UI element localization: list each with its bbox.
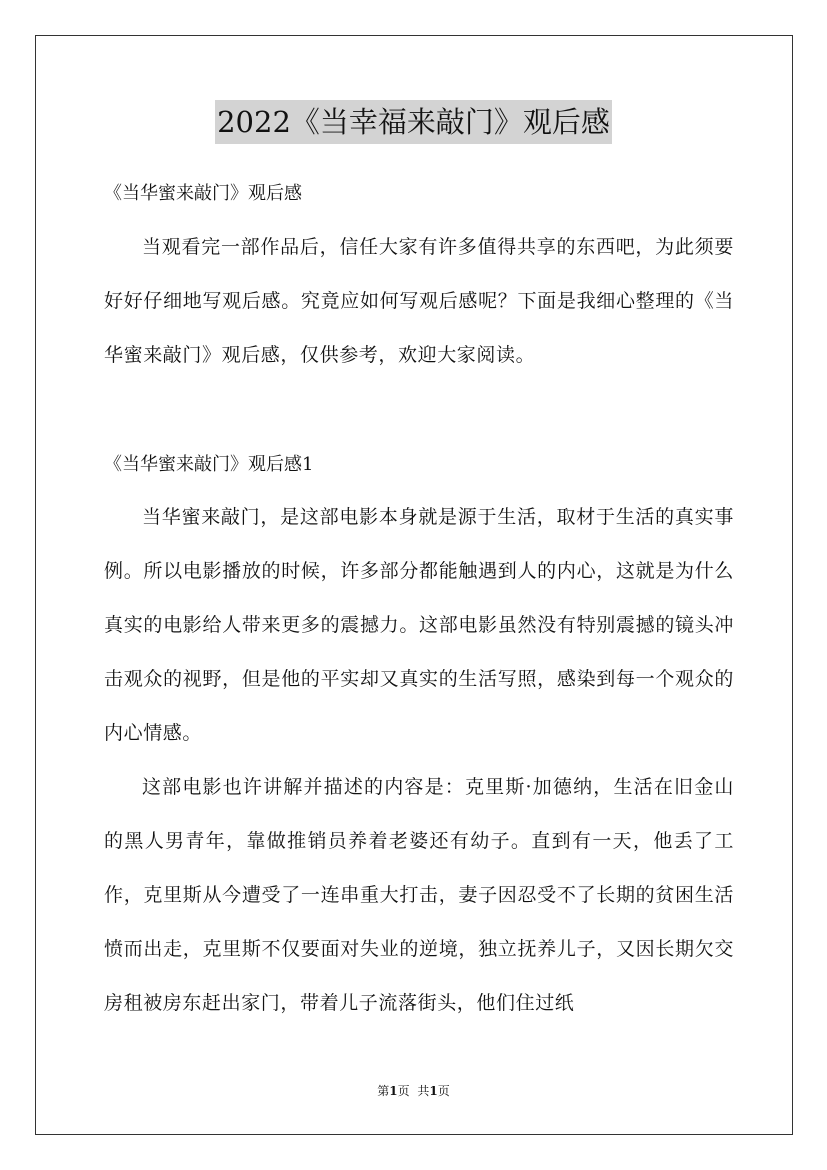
- footer-page-suffix: 页: [397, 1084, 410, 1098]
- footer-page-prefix: 第: [377, 1084, 390, 1098]
- footer-total-suffix: 页: [437, 1084, 450, 1098]
- document-title: 2022《当幸福来敲门》观后感: [215, 100, 612, 144]
- footer-page-number: 1: [389, 1084, 398, 1098]
- page-footer: [0, 1083, 827, 1099]
- body-paragraph-1: 当华蜜来敲门，是这部电影本身就是源于生活，取材于生活的真实事例。所以电影播放的时候，许多部分都能触遇到人的内心，这就是为什么真实的电影给人带来更多的震撼力。这部电影虽然没有特别震撼的镜头冲击观众的视野，但是他的平实却又真实的生活写照，感染到每一个观众的内心情感。: [104, 506, 734, 744]
- intro-heading: 《当华蜜来敲门》观后感: [104, 183, 302, 204]
- title-container: [0, 100, 827, 144]
- body-paragraph-2: 这部电影也许讲解并描述的内容是：克里斯·加德纳，生活在旧金山的黑人男青年，靠做推销员养着老婆还有幼子。直到有一天，他丢了工作，克里斯从今遭受了一连串重大打击，妻子因忍受不了长期的贫困生活愤而出走，克里斯不仅要面对失业的逆境，独立抚养儿子，又因长期欠交房租被房东赶出家门，带着儿子流落街头，他们住过纸: [104, 776, 734, 1014]
- section-heading: 《当华蜜来敲门》观后感1: [104, 454, 314, 475]
- footer-total-number: 1: [429, 1084, 438, 1098]
- footer-total-prefix: 共: [417, 1084, 430, 1098]
- intro-paragraph: 当观看完一部作品后，信任大家有许多值得共享的东西吧，为此须要好好仔细地写观后感。究竟应如何写观后感呢？下面是我细心整理的《当华蜜来敲门》观后感，仅供参考，欢迎大家阅读。: [104, 236, 734, 366]
